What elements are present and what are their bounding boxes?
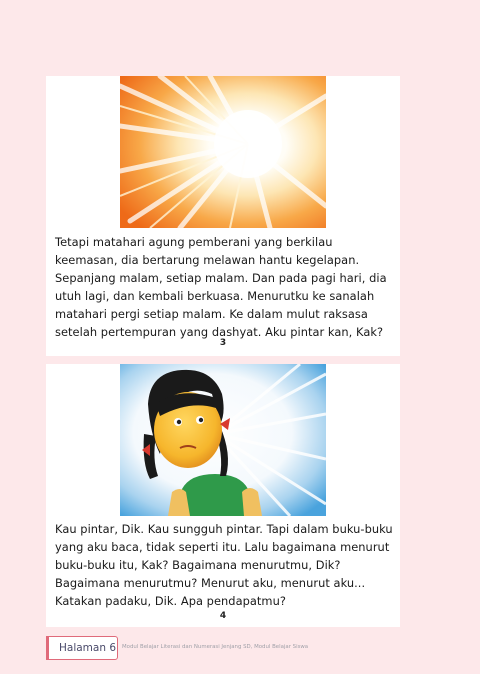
sun-illustration [120, 76, 326, 228]
story-text: Tetapi matahari agung pemberani yang berkilau keemasan, dia bertarung melawan hantu kegelapan. Sepanjang malam, setiap malam. Dan pada pagi hari, dia utuh lagi, dan kembali berkuasa. Menurutku ke sanalah matahari pergi setiap malam. Ke dalam mulut raksasa setelah pertempuran yang dashyat. Aku pintar kan, Kak? [55, 235, 387, 339]
sun-rays-art [120, 76, 326, 228]
page-number: 3 [219, 338, 227, 348]
story-text: Kau pintar, Dik. Kau sungguh pintar. Tapi dalam buku-buku yang aku baca, tidak seperti itu. Lalu bagaimana menurut buku-buku itu, Kak? Bagaimana menurutmu, Dik? Bagaimana menurutmu? Menurut aku, menurut aku... Katakan padaku, Dik. Apa pendapatmu? [55, 522, 393, 608]
page-number: 4 [219, 611, 227, 621]
story-page-3 [46, 76, 400, 356]
story-page-4 [46, 364, 400, 627]
girl-with-sun-illustration [120, 364, 326, 516]
girl-art [120, 364, 326, 516]
footer-caption: Modul Belajar Literasi dan Numerasi Jenjang SD, Modul Belajar Siswa [122, 644, 309, 650]
page-tab: Halaman 6 [46, 636, 118, 660]
